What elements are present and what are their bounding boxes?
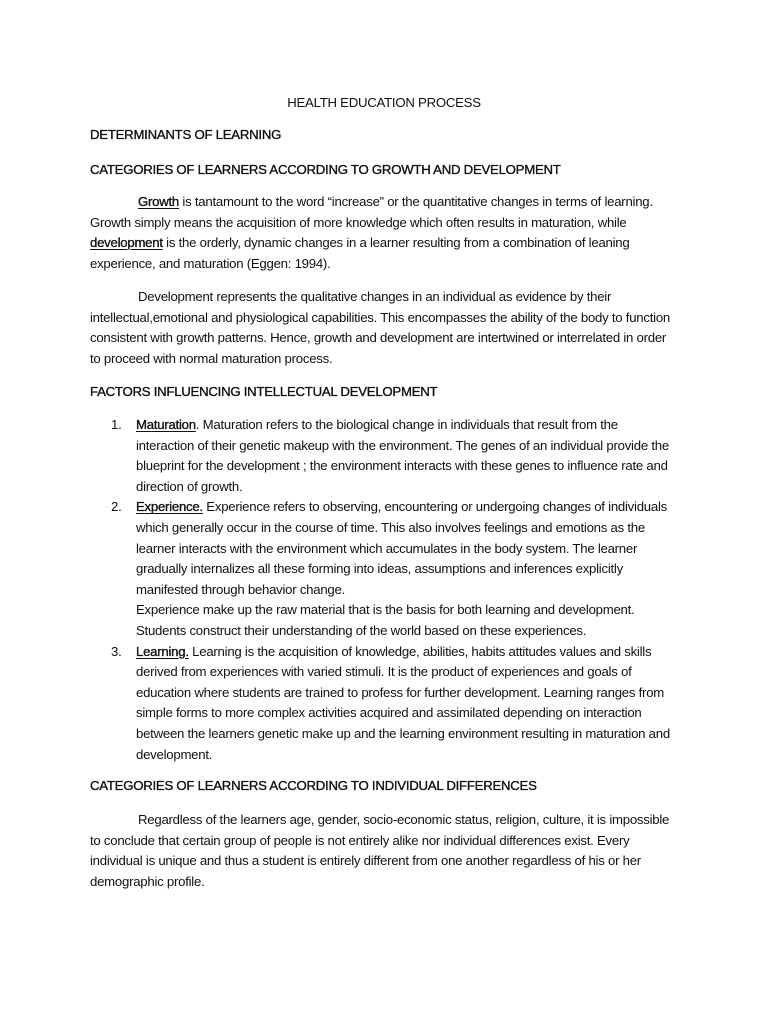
list-item-text: . Maturation refers to the biological change in individuals that result from the interaction of their genetic makeup with the environment. The genes of an individual provide the blueprint for the development ; the environment interacts with these genes to influence rate and direction of growth. — [136, 417, 669, 494]
term-experience: Experience. — [136, 499, 203, 515]
paragraph-development-text: is the orderly, dynamic changes in a learner resulting from a combination of leaning experience, and maturation (Eggen: 1994). — [90, 235, 630, 271]
list-number: 1. — [111, 417, 122, 432]
heading-individual-differences: CATEGORIES OF LEARNERS ACCORDING TO INDIVIDUAL DIFFERENCES — [90, 778, 537, 793]
paragraph-development-body: Development represents the qualitative changes in an individual as evidence by their intellectual,emotional and physiological capabilities. This encompasses the ability of the body to function consistent with growth patterns. Hence, growth and development are intertwined or interrelated in order to proceed with normal maturation process. — [90, 289, 670, 366]
paragraph-growth — [90, 192, 675, 274]
term-learning: Learning. — [136, 643, 189, 659]
term-development: development — [90, 235, 163, 251]
list-item — [90, 497, 675, 641]
list-item-text: Experience refers to observing, encountering or undergoing changes of individuals which generally occur in the course of time. This also involves feelings and emotions as the learner interacts with the environment which accumulates in the body system. The learner gradually internalizes all these forming into ideas, assumptions and inferences explicitly manifested through behavior change. — [136, 499, 667, 597]
list-item-text: Learning is the acquisition of knowledge, abilities, habits attitudes values and skills derived from experiences with varied stimuli. It is the product of experiences and goals of education where students are trained to profess for further development. Learning ranges from simple forms to more complex activities acquired and assimilated depending on interaction between the learners genetic make up and the learning environment resulting in maturation and development. — [136, 643, 670, 762]
heading-determinants: DETERMINANTS OF LEARNING — [90, 127, 282, 142]
heading-growth-development: CATEGORIES OF LEARNERS ACCORDING TO GROWTH AND DEVELOPMENT — [90, 162, 561, 177]
paragraph-individual-differences — [90, 810, 675, 892]
document-title: HEALTH EDUCATION PROCESS — [287, 95, 481, 110]
list-item — [90, 642, 675, 766]
term-maturation: Maturation — [136, 417, 196, 432]
paragraph-growth-text: is tantamount to the word “increase” or the quantitative changes in terms of learning. Growth simply means the acquisition of more knowledge which often results in maturation, while — [90, 194, 653, 230]
factors-list — [90, 415, 675, 765]
heading-factors: FACTORS INFLUENCING INTELLECTUAL DEVELOPMENT — [90, 384, 438, 399]
list-number: 2. — [111, 499, 122, 515]
list-number: 3. — [111, 643, 122, 659]
paragraph-individual-differences-body: Regardless of the learners age, gender, socio-economic status, religion, culture, it is impossible to conclude that certain group of people is not entirely alike nor individual differences exist. Every individual is unique and thus a student is entirely different from one another regardless of his or her demographic profile. — [90, 812, 670, 889]
term-growth: Growth — [138, 194, 180, 209]
list-item — [90, 415, 675, 497]
paragraph-development — [90, 287, 675, 369]
list-item-extra: Experience make up the raw material that is the basis for both learning and development. Students construct their understanding of the world based on these experiences. — [136, 602, 635, 638]
